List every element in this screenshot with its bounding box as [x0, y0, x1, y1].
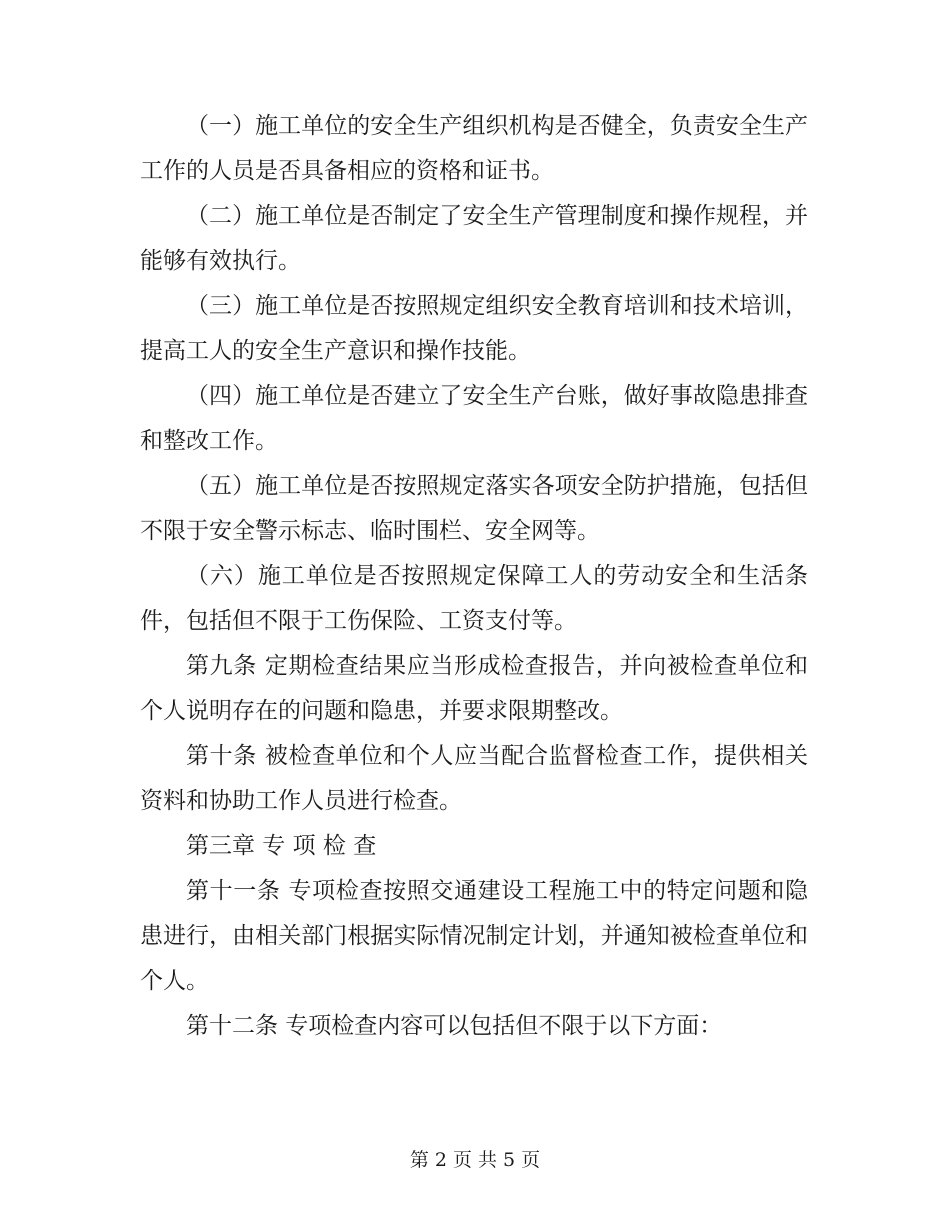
article-11: 第十一条 专项检查按照交通建设工程施工中的特定问题和隐患进行，由相关部门根据实际情况制定计划，并通知被检查单位和个人。 [140, 878, 808, 994]
paragraph-item-1: （一）施工单位的安全生产组织机构是否健全，负责安全生产工作的人员是否具备相应的资格和证书。 [140, 113, 808, 184]
paragraph-item-2: （二）施工单位是否制定了安全生产管理制度和操作规程，并能够有效执行。 [140, 203, 808, 274]
page-number-footer: 第 2 页 共 5 页 [409, 1149, 541, 1171]
paragraph-item-4: （四）施工单位是否建立了安全生产台账，做好事故隐患排查和整改工作。 [140, 383, 808, 454]
paragraph-item-5: （五）施工单位是否按照规定落实各项安全防护措施，包括但不限于安全警示标志、临时围栏、安全网等。 [140, 473, 808, 544]
article-12: 第十二条 专项检查内容可以包括但不限于以下方面： [186, 1013, 723, 1039]
article-10: 第十条 被检查单位和个人应当配合监督检查工作，提供相关资料和协助工作人员进行检查。 [140, 743, 808, 814]
paragraph-item-6: （六）施工单位是否按照规定保障工人的劳动安全和生活条件，包括但不限于工伤保险、工资支付等。 [140, 563, 808, 634]
chapter-3-heading: 第三章 专 项 检 查 [186, 833, 377, 859]
document-body [140, 104, 808, 1049]
paragraph-item-3: （三）施工单位是否按照规定组织安全教育培训和技术培训，提高工人的安全生产意识和操作技能。 [140, 293, 808, 364]
article-9: 第九条 定期检查结果应当形成检查报告，并向被检查单位和个人说明存在的问题和隐患，并要求限期整改。 [140, 653, 808, 724]
